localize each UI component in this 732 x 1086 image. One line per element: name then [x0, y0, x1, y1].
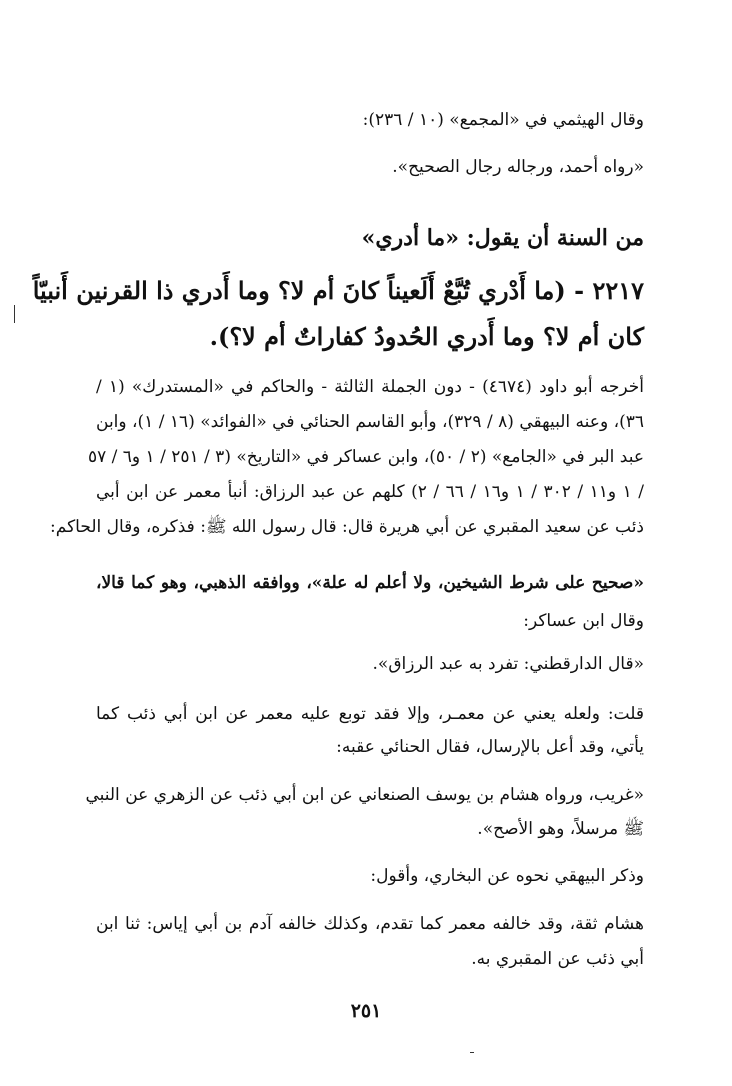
text-line: / ١ و١١ / ٣٠٢ / ١ و١٦ / ٦٦ / ٢) كلهم عن عبد الرزاق: أنبأ معمر عن ابن أبي	[96, 482, 645, 502]
text-line: ٣٦)، وعنه البيهقي (٨ / ٣٢٩)، وأبو القاسم الحنائي في «الفوائد» (١٦ / ١)، وابن	[96, 412, 644, 432]
text-line: يأتي، وقد أعل بالإرسال، فقال الحنائي عقبه:	[336, 737, 644, 757]
text-line: «غريب، ورواه هشام بن يوسف الصنعاني عن ابن أبي ذئب عن الزهري عن النبي	[85, 785, 644, 805]
text-line: «رواه أحمد، ورجاله رجال الصحيح».	[392, 157, 644, 177]
hadith-text: ٢٢١٧ - (ما أَدْري تُبَّعٌ أَلَعيناً كانَ أم لا؟ وما أَدري ذا القرنين أَنبيّاً	[32, 276, 644, 305]
text-line: وذكر البيهقي نحوه عن البخاري، وأقول:	[370, 866, 644, 886]
text-line: أبي ذئب عن المقبري به.	[471, 949, 644, 969]
page-number: ٢٥١	[350, 1000, 382, 1022]
text-line: وقال الهيثمي في «المجمع» (١٠ / ٢٣٦):	[362, 110, 644, 130]
text-line: ذئب عن سعيد المقبري عن أبي هريرة قال: قال رسول الله ﷺ: فذكره، وقال الحاكم:	[50, 517, 644, 537]
text-line: «قال الدارقطني: تفرد به عبد الرزاق».	[372, 654, 644, 674]
text-line: هشام ثقة، وقد خالفه معمر كما تقدم، وكذلك خالفه آدم بن أبي إياس: ثنا ابن	[96, 914, 644, 934]
text-line: قلت: ولعله يعني عن معمـر، وإلا فقد توبع عليه معمر عن ابن أبي ذئب كما	[96, 704, 644, 724]
text-line: «صحيح على شرط الشيخين، ولا أعلم له علة»، ووافقه الذهبي، وهو كما قالا،	[96, 573, 644, 593]
section-heading: من السنة أن يقول: «ما أدري»	[361, 225, 644, 251]
scan-mark	[470, 1052, 474, 1053]
text-line: أخرجه أبو داود (٤٦٧٤) - دون الجملة الثالثة - والحاكم في «المستدرك» (١ /	[96, 377, 645, 397]
text-line: ﷺ مرسلاً، وهو الأصح».	[477, 819, 644, 839]
text-line: وقال ابن عساكر:	[523, 611, 644, 631]
hadith-text: كان أم لا؟ وما أَدري الحُدودُ كفاراتٌ أم لا؟).	[209, 322, 644, 351]
text-line: عبد البر في «الجامع» (٢ / ٥٠)، وابن عساكر في «التاريخ» (٣ / ٢٥١ / ١ و٦ / ٥٧	[87, 447, 644, 467]
scan-mark	[14, 305, 15, 323]
